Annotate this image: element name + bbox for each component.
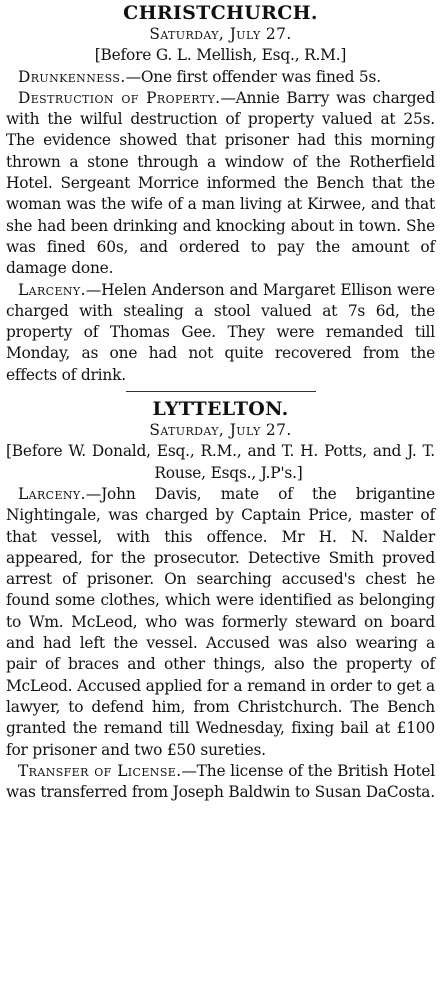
lyttelton-date-day: Saturday, [149, 421, 225, 440]
lyttelton-date [6, 420, 435, 441]
lyttelton-date-rest: July 27. [229, 421, 292, 440]
lyttelton-heading: LYTTELTON. [152, 398, 289, 421]
report-text: —One first offender was fined 5s. [125, 67, 381, 86]
report-larceny-lyttelton [6, 484, 435, 761]
report-transfer-of-license [6, 761, 435, 804]
report-text: —Annie Barry was charged with the wilful destruction of property valued at 25s. The evidence showed that prisoner had this morning thrown a stone through a window of the Rotherfield Hotel. Sergeant Morrice informed the Bench that the woman was the wife of a man living at Kirwee, and that she had been drinking and knocking about in town. She was fined 60s, and ordered to pay the amount of damage done. [6, 88, 435, 278]
report-title: Larceny. [18, 280, 86, 299]
christchurch-heading: CHRISTCHURCH. [123, 2, 318, 24]
report-text: —Helen Anderson and Margaret Ellison were charged with stealing a stool valued at 7s 6d, the property of Thomas Gee. They were remanded till Monday, as one had not quite recovered from the effects of drink. [6, 280, 435, 384]
report-text: —The license of the British Hotel was transferred from Joseph Baldwin to Susan DaCosta. [6, 761, 435, 802]
christchurch-bench: [Before G. L. Mellish, Esq., R.M.] [94, 46, 347, 65]
section-divider [126, 391, 316, 392]
christchurch-date-day: Saturday, [149, 25, 225, 43]
christchurch-date-rest: July 27. [229, 25, 292, 43]
report-title: Destruction of Property. [18, 88, 221, 107]
report-title: Transfer of License. [18, 761, 182, 780]
christchurch-date [6, 24, 435, 45]
lyttelton-section [6, 398, 435, 803]
christchurch-section [6, 2, 435, 386]
report-text: —John Davis, mate of the brigantine Nightingale, was charged by Captain Price, master of that vessel, with this offence. Mr H. N. Nalder appeared, for the prosecutor. Detective Smith proved arrest of prisoner. On searching accused's chest he found some clothes, which were identified as belonging to Wm. McLeod, who was formerly steward on board and had left the vessel. Accused was also wearing a pair of braces and other things, also the property of McLeod. Accused applied for a remand in order to get a lawyer, to defend him, from Christchurch. The Bench granted the remand till Wednesday, fixing bail at £100 for prisoner and two £50 sureties. [6, 484, 435, 759]
report-title: Larceny. [18, 484, 86, 503]
report-drunkenness [6, 67, 435, 88]
report-larceny-christchurch [6, 280, 435, 386]
report-title: Drunkenness. [18, 67, 126, 86]
report-destruction-of-property [6, 88, 435, 280]
lyttelton-bench: [Before W. Donald, Esq., R.M., and T. H. Potts, and J. T. Rouse, Esqs., J.P's.] [6, 442, 435, 482]
